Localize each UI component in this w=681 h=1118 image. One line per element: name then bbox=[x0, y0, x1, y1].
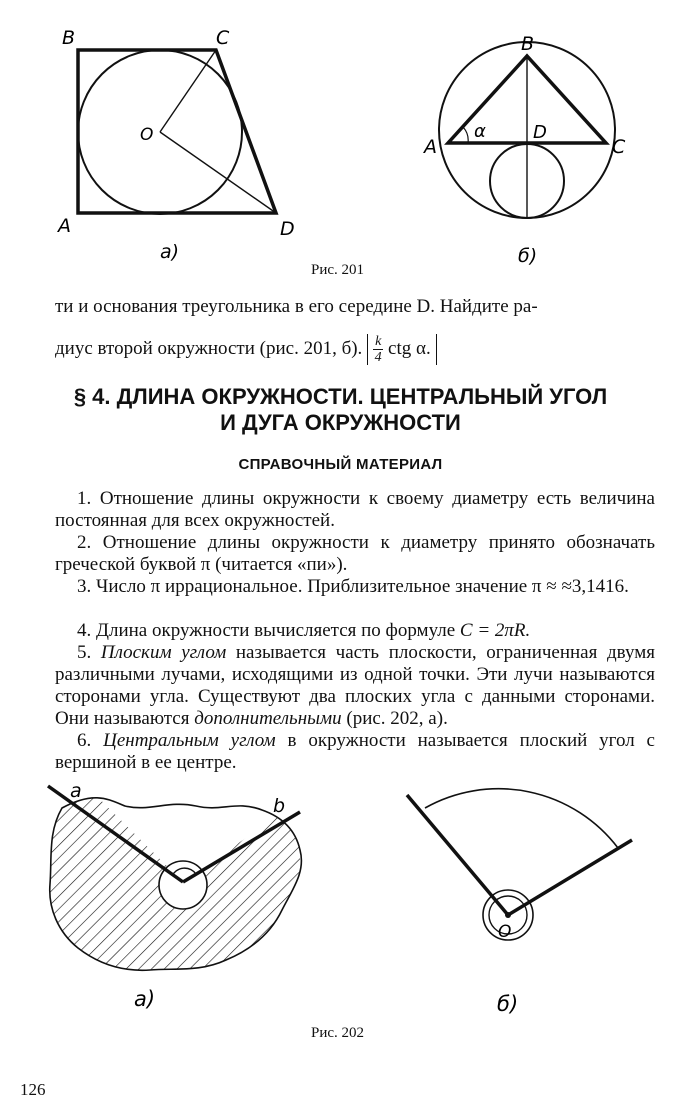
label-ray-b: b bbox=[273, 795, 286, 817]
label-o: O bbox=[498, 922, 512, 942]
answer-tail: ctg α. bbox=[388, 337, 431, 359]
label-d: D bbox=[533, 122, 547, 143]
label-b: B bbox=[62, 27, 76, 49]
answer-numerator: k bbox=[375, 334, 382, 349]
paragraph-1: 1. Отношение длины окружности к своему диаметру есть величина постоянная для всех окружностей. bbox=[55, 488, 655, 531]
sublabel-a: а) bbox=[134, 987, 156, 1011]
paragraph-4: 4. Длина окружности вычисляется по формуле C = 2πR. bbox=[77, 620, 531, 641]
term-supplementary: дополнительными bbox=[194, 708, 342, 729]
sector-arc bbox=[425, 789, 618, 848]
paragraph-6: 6. Центральным углом в окружности называется плоский угол с вершиной в ее центре. bbox=[55, 730, 655, 773]
term-plane-angle: Плоским углом bbox=[100, 642, 227, 663]
label-ray-a: a bbox=[70, 780, 82, 802]
formula-circumference: C = 2πR. bbox=[459, 620, 531, 641]
label-alpha: α bbox=[474, 121, 486, 142]
paragraph-3: 3. Число π иррациональное. Приблизительное значение π ≈ ≈3,1416. bbox=[77, 576, 629, 597]
figure-201-caption: Рис. 201 bbox=[311, 262, 365, 278]
term-central-angle: Центральным углом bbox=[103, 730, 276, 751]
label-c: C bbox=[216, 27, 230, 49]
radius-left bbox=[407, 795, 508, 915]
section-title-line-2: И ДУГА ОКРУЖНОСТИ bbox=[220, 410, 461, 435]
label-a: A bbox=[424, 136, 437, 158]
page-number: 126 bbox=[20, 1080, 46, 1099]
sublabel-a: а) bbox=[160, 241, 180, 263]
paragraph-2: 2. Отношение длины окружности к диаметру принято обозначать греческой буквой π (читается «пи»). bbox=[55, 532, 655, 575]
label-a: A bbox=[58, 215, 71, 237]
label-b: B bbox=[521, 33, 535, 55]
answer-denominator: 4 bbox=[374, 350, 382, 365]
label-d: D bbox=[280, 218, 295, 240]
radius-right bbox=[508, 840, 632, 915]
section-title-line-1: § 4. ДЛИНА ОКРУЖНОСТИ. ЦЕНТРАЛЬНЫЙ УГОЛ bbox=[73, 384, 608, 409]
label-o: O bbox=[140, 125, 154, 145]
paragraph-5: 5. Плоским углом называется часть плоскости, ограниченная двумя различными лучами, исходящими из одной точки. Эти лучи называются сторонами угла. Существуют два плоских угла с данными сторонами. Они называются дополнительными (рис. 202, а). bbox=[55, 642, 655, 729]
figure-202-caption: Рис. 202 bbox=[311, 1025, 365, 1041]
sublabel-b: б) bbox=[518, 245, 538, 267]
section-subtitle: СПРАВОЧНЫЙ МАТЕРИАЛ bbox=[238, 456, 443, 473]
label-c: C bbox=[612, 136, 626, 158]
sublabel-b: б) bbox=[497, 992, 519, 1016]
center-point bbox=[505, 912, 511, 918]
problem-line-1: ти и основания треугольника в его середине D. Найдите ра- bbox=[55, 296, 538, 317]
problem-line-2: диус второй окружности (рис. 201, б). bbox=[55, 337, 363, 359]
